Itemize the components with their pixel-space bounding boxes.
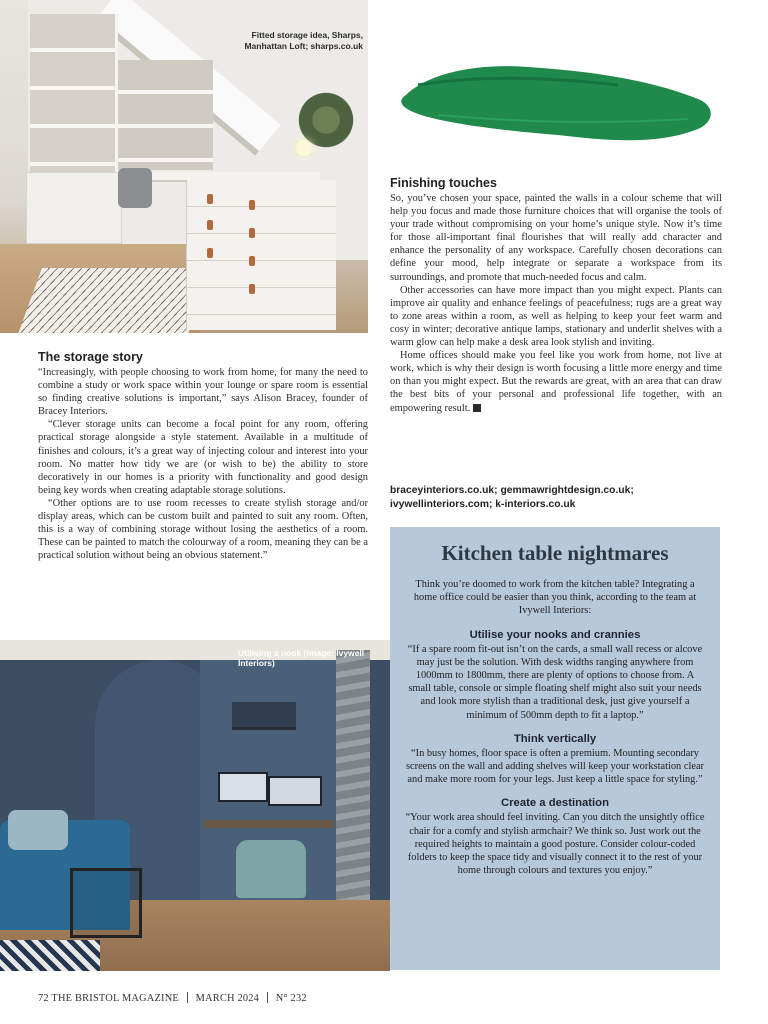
brush-body xyxy=(401,66,711,140)
photo-cabinet xyxy=(26,172,122,244)
photo-rug xyxy=(18,268,212,333)
paragraph: “Increasingly, with people choosing to work from home, for many the need to combine a study or work space within your lounge or spare room is essential so finding creative solutions is important,” says Alison Bracey, founder of Bracey Interiors. xyxy=(38,367,368,418)
sidebar-subheading: Utilise your nooks and crannies xyxy=(469,628,641,641)
drawer-handle xyxy=(207,194,213,204)
photo-shelving-right xyxy=(118,60,213,170)
finishing-touches-section xyxy=(390,176,722,415)
end-of-article-mark xyxy=(473,404,481,412)
storage-story-body xyxy=(38,366,368,562)
footer-divider xyxy=(267,992,268,1003)
paragraph-text: Home offices should make you feel like you work from home, not live at work, which is why their design is worth focusing a little more energy and time on than you might expect. But the rewards are great, with an area that can draw the best bits of your personal and professional life together, with an empowering result. xyxy=(390,350,722,414)
sidebar-title: Kitchen table nightmares xyxy=(441,541,669,565)
storage-photo-caption: Fitted storage idea, Sharps, Manhattan Loft; sharps.co.uk xyxy=(244,30,363,51)
drawer-handle xyxy=(249,228,255,238)
drawer-handle xyxy=(249,284,255,294)
drawer-handle xyxy=(249,200,255,210)
drawer-handle xyxy=(207,220,213,230)
sidebar-intro: Think you’re doomed to work from the kitchen table? Integrating a home office could be easier than you think, according to the team at Ivywell Interiors: xyxy=(413,579,697,617)
photo-monitor xyxy=(218,772,268,802)
storage-story-section xyxy=(38,350,368,562)
storage-photo xyxy=(0,0,368,333)
paragraph: “Clever storage units can become a focal point for any room, offering practical storage alongside a style statement. Available in a multitude of finishes and colours, it’s a great way of injecting colour and interest into your room. No matter how tidy we are (or wish to be) the ability to store decoratively in our homes is a priority with functionality and good design being key words when creating adaptable storage solutions. xyxy=(38,419,368,496)
photo-drawers xyxy=(186,180,336,330)
green-brush-stroke xyxy=(398,55,718,155)
photo-wall-shelf xyxy=(232,702,296,730)
drawer-handle xyxy=(207,248,213,258)
nook-photo-caption: Utilising a nook (image: Ivywell Interiors) xyxy=(238,648,365,668)
paragraph: “Other options are to use room recesses to create stylish storage and/or display areas, which can be custom built and painted to suit any room. Often, this is a way of combining storage without losing the aesthetics of a room. These can be painted to match the colourway of a room, meaning they can be a practical solution without being an obvious statement.” xyxy=(38,497,368,562)
storage-story-heading: The storage story xyxy=(38,350,143,364)
sidebar-text: “In busy homes, floor space is often a premium. Mounting secondary screens on the wall and adding shelves will keep your workstation clear and make more room for your legs. Just keep a little space for styling.” xyxy=(405,747,705,786)
photo-side-table xyxy=(70,868,142,938)
issue-number: N° 232 xyxy=(275,993,307,1004)
magazine-name: THE BRISTOL MAGAZINE xyxy=(51,993,179,1004)
paragraph: Other accessories can have more impact than you might expect. Plants can improve air quality and enhance feelings of peacefulness; rugs are a great way to zone areas within a room, as well as helping to keep your feet warm and cosy in winter; decorative antique lamps, stationary and underlit shelves with a warm glow can help make a desk area look stylish and inviting. xyxy=(390,284,722,349)
photo-plant xyxy=(296,80,356,180)
photo-armchair xyxy=(236,840,306,898)
footer-divider xyxy=(187,992,188,1003)
photo-monitor xyxy=(268,776,322,806)
nook-photo xyxy=(0,640,390,971)
issue-date: MARCH 2024 xyxy=(195,993,260,1004)
photo-chair xyxy=(118,168,152,208)
kitchen-table-sidebar xyxy=(390,527,720,970)
photo-shelving-left xyxy=(30,14,118,174)
photo-cushion xyxy=(8,810,68,850)
page-number: 72 xyxy=(38,993,49,1004)
paragraph: So, you’ve chosen your space, painted the walls in a colour scheme that will help you focus and made those furniture choices that will organise the tools of your trade without compromising on your home’s unique style. Now it’s time for those all-important final flourishes that will really add character and enhance the personality of any workspace. Carefully chosen decorations can define your mood, help integrate or separate a workspace from its surroundings, and promote that much-needed focus and calm. xyxy=(390,193,722,283)
photo-lamp xyxy=(296,140,312,156)
drawer-handle xyxy=(249,256,255,266)
photo-desk xyxy=(204,820,334,828)
paragraph xyxy=(390,349,722,414)
sidebar-text: “Your work area should feel inviting. Can you ditch the unsightly office chair for a comfy and stylish armchair? We think so. Just work out the required heights to maintain a good posture. Consider colour-coded folders to keep the space tidy and visually connect it to the rest of your home through colours and textures you enjoy.” xyxy=(405,812,705,877)
sidebar-subheading: Think vertically xyxy=(513,732,597,745)
photo-rug xyxy=(0,940,100,971)
sidebar-subheading: Create a destination xyxy=(501,797,609,810)
finishing-touches-heading: Finishing touches xyxy=(390,176,497,190)
sidebar-text: “If a spare room fit-out isn’t on the cards, a small wall recess or alcove may just be the solution. With desk widths ranging anywhere from 1000mm to 1800mm, there are plenty of options to choose from. A small table, console or simple floating shelf might also suit your needs and look more stylish than a traditional desk, just give yourself a minimum of 500mm depth to fit a laptop.” xyxy=(407,643,703,721)
finishing-touches-body xyxy=(390,192,722,415)
page-footer xyxy=(38,992,307,1004)
source-links: braceyinteriors.co.uk; gemmawrightdesign.co.uk; ivywellinteriors.com; k-interiors.co.uk xyxy=(390,485,634,510)
